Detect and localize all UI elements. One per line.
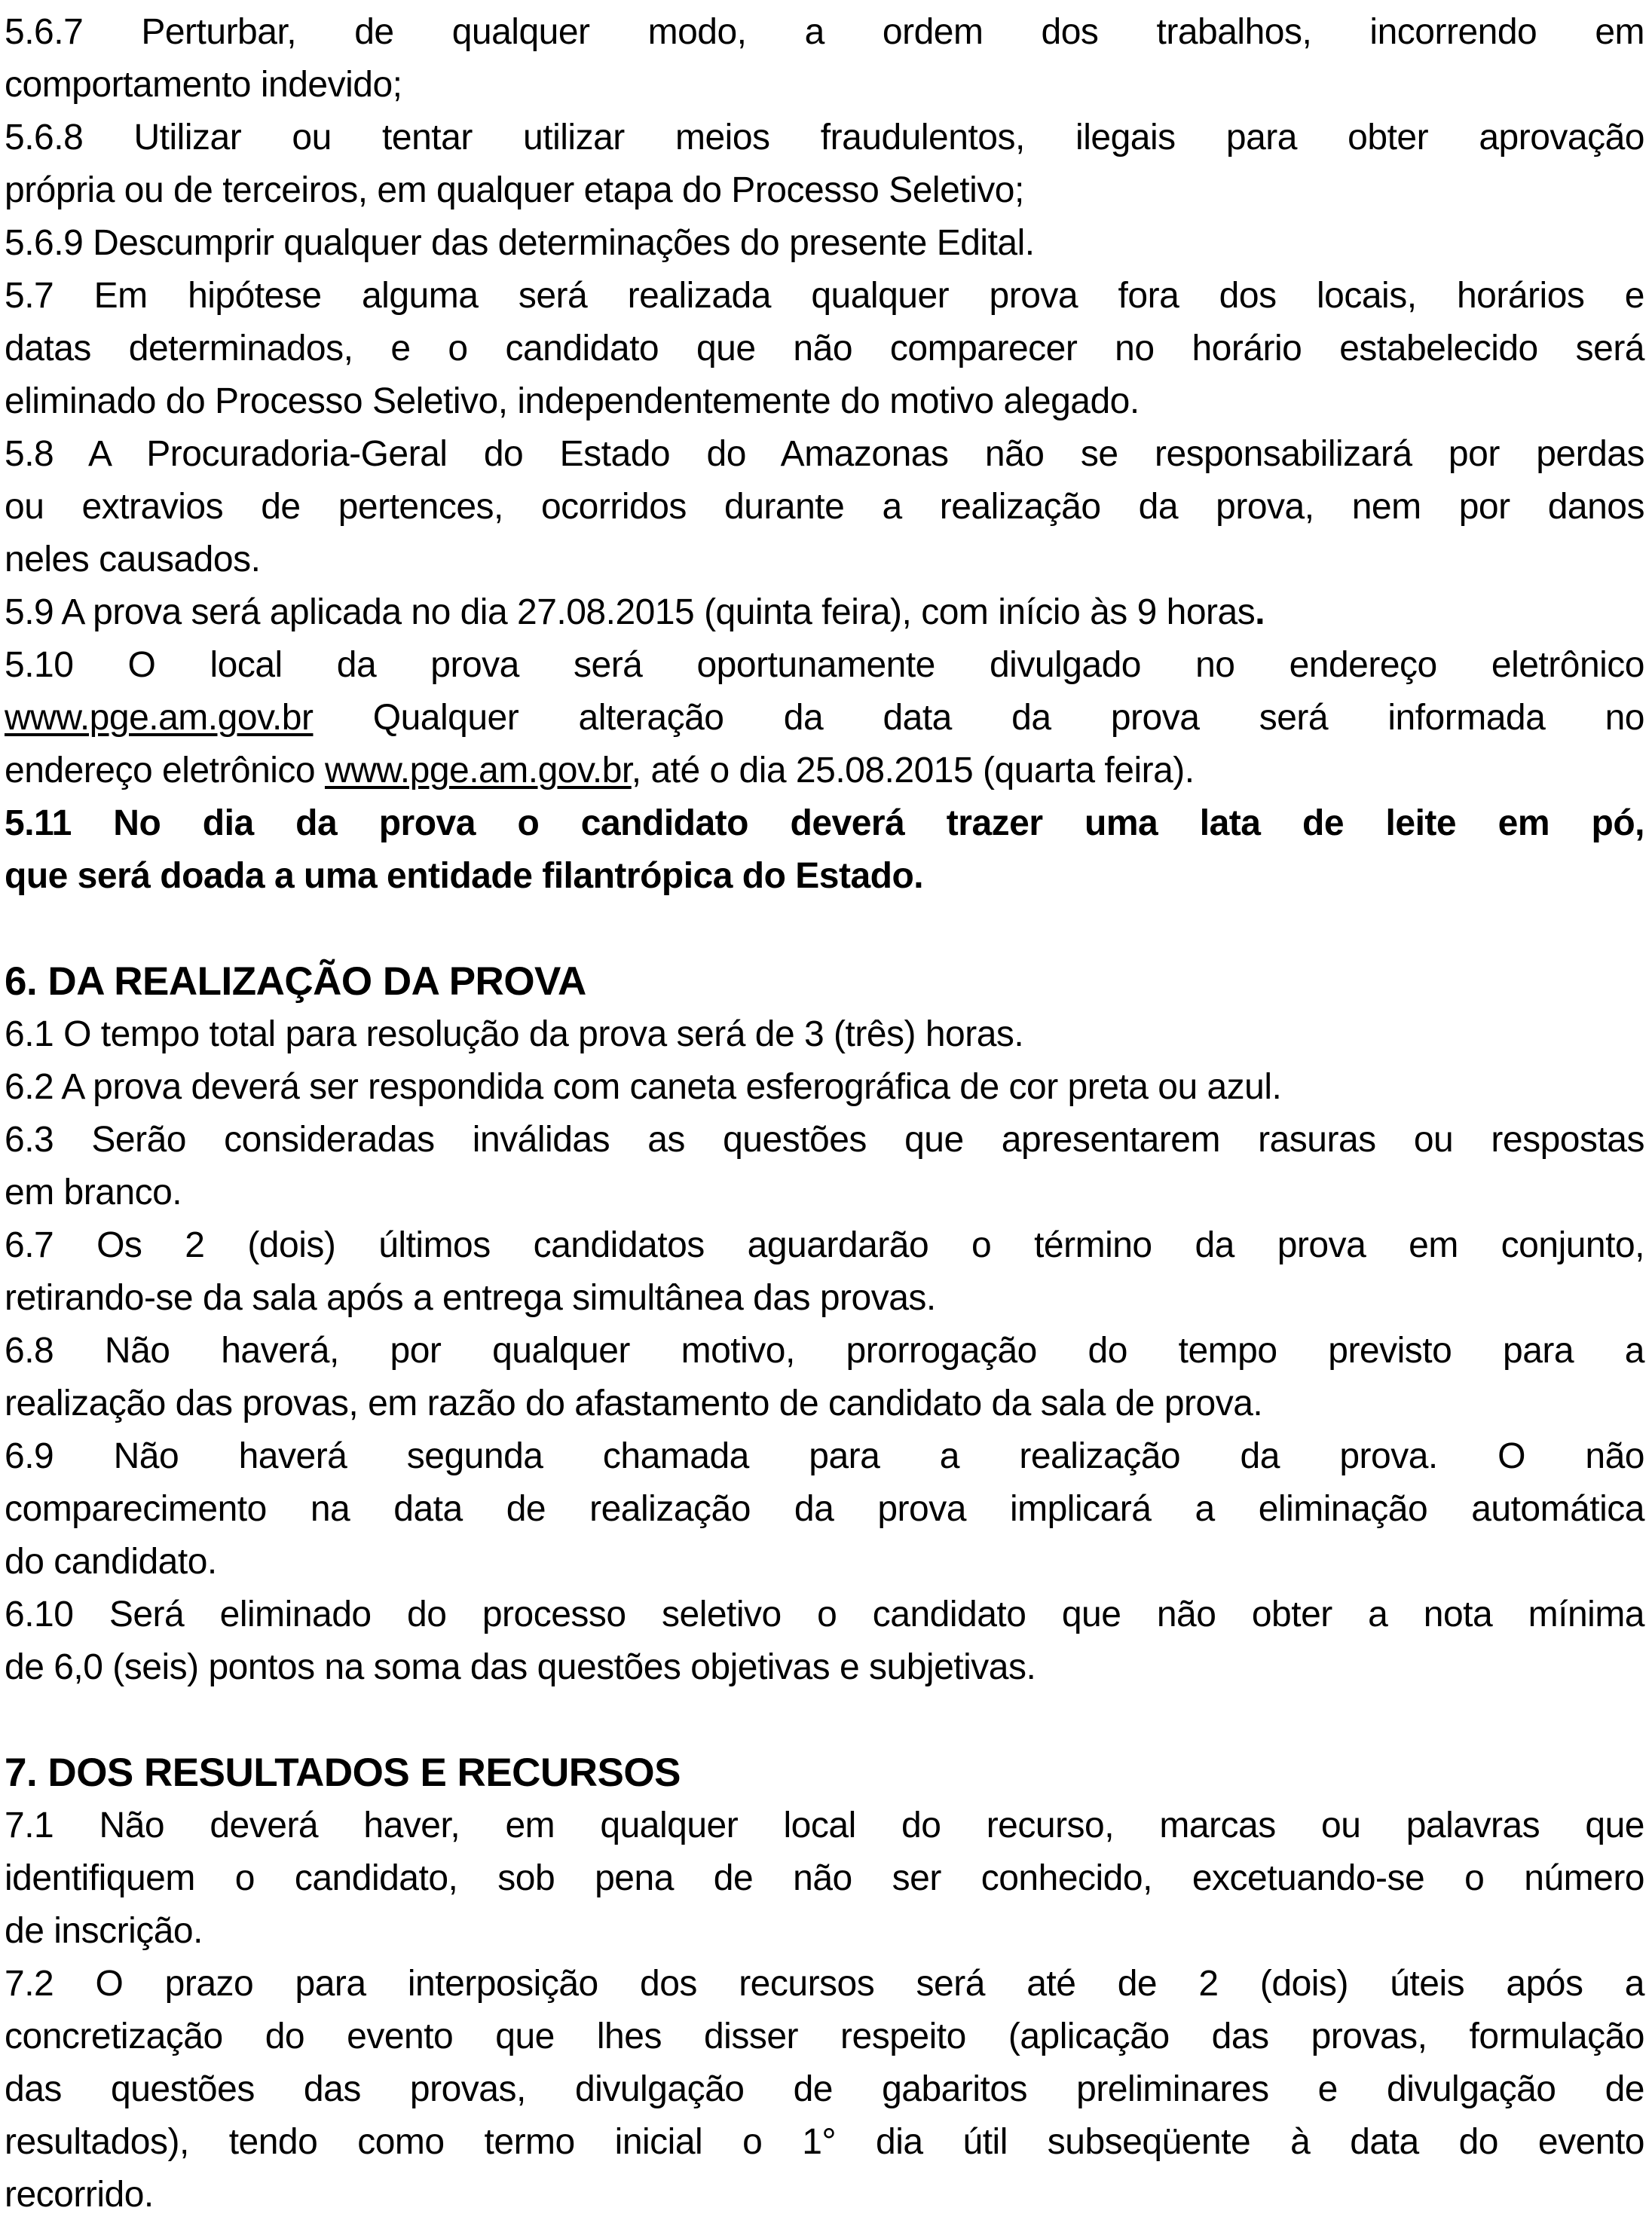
link-pge-url[interactable]: www.pge.am.gov.br [5,698,314,738]
text-run: identifiquem o candidato, sob pena de não ser conhecido, excetuando-se o número [5,1858,1644,1898]
text-run: ou extravios de pertences, ocorridos durante a realização da prova, nem por danos [5,487,1644,527]
text-line [5,1483,1644,1536]
text-run: resultados), tendo como termo inicial o 1° dia útil subseqüente à data do evento [5,2122,1644,2162]
text-line [5,850,1644,903]
text-line [5,428,1644,481]
text-run: endereço eletrônico [5,751,325,790]
text-run: 6. DA REALIZAÇÃO DA PROVA [5,959,586,1004]
text-line [5,1536,1644,1588]
text-run: concretização do evento que lhes disser respeito (aplicação das provas, formulação [5,2017,1644,2056]
blank-line [5,1694,1644,1747]
text-run: datas determinados, e o candidato que não comparecer no horário estabelecido será [5,329,1644,368]
text-line [5,323,1644,375]
text-run: do candidato. [5,1542,217,1582]
text-run: 5.6.9 Descumprir qualquer das determinações do presente Edital. [5,223,1035,263]
section-heading-6 [5,956,1644,1008]
text-run: 6.3 Serão consideradas inválidas as questões que apresentarem rasuras ou respostas [5,1120,1644,1160]
text-run: 6.1 O tempo total para resolução da prova será de 3 (três) horas. [5,1014,1024,1054]
text-run: recorrido. [5,2175,154,2215]
text-run: eliminado do Processo Seletivo, independentemente do motivo alegado. [5,381,1140,421]
text-run: comportamento indevido; [5,65,402,105]
text-line [5,1061,1644,1114]
text-run: 7.2 O prazo para interposição dos recursos será até de 2 (dois) úteis após a [5,1964,1644,2004]
text-line [5,639,1644,692]
text-run: 6.8 Não haverá, por qualquer motivo, prorrogação do tempo previsto para a [5,1331,1644,1371]
text-run: 6.2 A prova deverá ser respondida com caneta esferográfica de cor preta ou azul. [5,1067,1282,1107]
text-line [5,375,1644,428]
text-line [5,534,1644,586]
text-run: , até o dia 25.08.2015 (quarta feira). [631,751,1195,790]
text-line [5,586,1644,639]
text-run: retirando-se da sala após a entrega simultânea das provas. [5,1278,936,1318]
text-run: 5.7 Em hipótese alguma será realizada qualquer prova fora dos locais, horários e [5,276,1644,316]
text-run: 6.9 Não haverá segunda chamada para a realização da prova. O não [5,1436,1644,1476]
text-line [5,164,1644,217]
text-run: em branco. [5,1173,182,1212]
text-line [5,2169,1644,2221]
text-line [5,1958,1644,2010]
text-run: de 6,0 (seis) pontos na soma das questões objetivas e subjetivas. [5,1647,1036,1687]
text-line [5,692,1644,745]
text-run: 5.9 A prova será aplicada no dia 27.08.2015 (quinta feira), com início às 9 horas [5,592,1256,632]
text-line [5,745,1644,797]
text-run: de inscrição. [5,1911,203,1951]
link-pge-url[interactable]: www.pge.am.gov.br [324,751,632,790]
text-run: própria ou de terceiros, em qualquer etapa do Processo Seletivo; [5,170,1024,210]
text-line [5,1272,1644,1325]
text-run: 5.6.7 Perturbar, de qualquer modo, a ordem dos trabalhos, incorrendo em [5,12,1644,52]
text-run: neles causados. [5,540,261,579]
text-line [5,1588,1644,1641]
text-run: comparecimento na data de realização da prova implicará a eliminação automática [5,1489,1644,1529]
text-line [5,217,1644,270]
text-run: realização das provas, em razão do afastamento de candidato da sala de prova. [5,1384,1263,1423]
text-run: 5.10 O local da prova será oportunamente divulgado no endereço eletrônico [5,645,1644,685]
text-run: das questões das provas, divulgação de gabaritos preliminares e divulgação de [5,2069,1644,2109]
blank-line [5,903,1644,956]
text-line [5,1799,1644,1852]
text-line [5,1325,1644,1377]
text-line [5,2063,1644,2116]
text-line [5,6,1644,59]
text-run: . [1255,592,1265,632]
text-line [5,112,1644,164]
section-heading-7 [5,1747,1644,1799]
text-run: 7.1 Não deverá haver, em qualquer local do recurso, marcas ou palavras que [5,1806,1644,1845]
text-run: 6.7 Os 2 (dois) últimos candidatos aguardarão o término da prova em conjunto, [5,1225,1644,1265]
text-line [5,2010,1644,2063]
text-line [5,270,1644,323]
text-run: 5.8 A Procuradoria-Geral do Estado do Amazonas não se responsabilizará por perdas [5,434,1644,474]
text-line [5,1167,1644,1219]
text-line [5,59,1644,112]
text-run: 5.11 No dia da prova o candidato deverá trazer uma lata de leite em pó, [5,803,1644,843]
text-run: Qualquer alteração da data da prova será informada no [313,698,1644,738]
text-line [5,1219,1644,1272]
text-line [5,1377,1644,1430]
text-run: que será doada a uma entidade filantrópica do Estado. [5,856,924,896]
text-line [5,1905,1644,1958]
text-line [5,797,1644,850]
text-line [5,2116,1644,2169]
text-line [5,1008,1644,1061]
text-line [5,481,1644,534]
text-line [5,1641,1644,1694]
text-line [5,1114,1644,1167]
text-run: 7. DOS RESULTADOS E RECURSOS [5,1751,681,1795]
text-line [5,1852,1644,1905]
text-line [5,1430,1644,1483]
text-run: 6.10 Será eliminado do processo seletivo o candidato que não obter a nota mínima [5,1595,1644,1634]
text-run: 5.6.8 Utilizar ou tentar utilizar meios fraudulentos, ilegais para obter aprovação [5,118,1644,157]
